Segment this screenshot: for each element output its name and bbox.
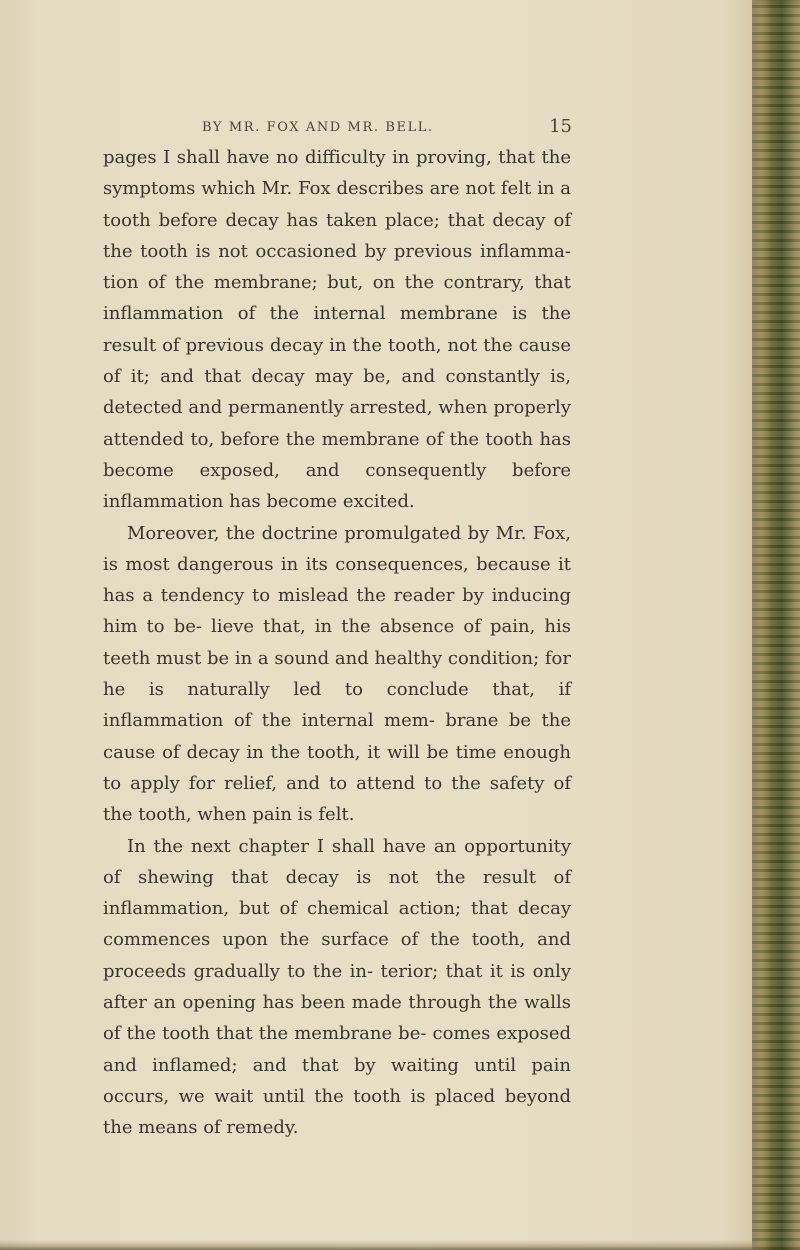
- page-bottom-edge: [0, 1240, 752, 1250]
- page-number: 15: [549, 116, 572, 137]
- paragraph-2: Moreover, the doctrine promulgated by Mr. Fox, is most dangerous in its consequences, because it has a tendency to mislead the reader by inducing him to be- lieve that, in the absence of pain, his teeth must be in a sound and healthy condition; for he is naturally led to conclude that, if inflammation of the internal mem- brane be the cause of decay in the tooth, it will be time enough to apply for relief, and to attend to the safety of the tooth, when pain is felt.: [103, 522, 571, 826]
- book-spine-edge: [752, 0, 800, 1250]
- page-header: [202, 116, 572, 140]
- paragraph-3: In the next chapter I shall have an opportunity of shewing that decay is not the result of inflammation, but of chemical action; that decay commences upon the surface of the tooth, and proceeds gradually to the in- terior; that it is only after an opening has been made through the walls of the tooth that the membrane be- comes exposed and inflamed; and that by waiting until pain occurs, we wait until the tooth is placed beyond the means of remedy.: [103, 835, 571, 1139]
- running-head: BY MR. FOX AND MR. BELL.: [202, 120, 434, 135]
- body-text: [103, 142, 571, 1144]
- paragraph-1: pages I shall have no difficulty in proving, that the symptoms which Mr. Fox describes are not felt in a tooth before decay has taken place; that decay of the tooth is not occasioned by previous inflamma- tion of the membrane; but, on the contrary, that inflammation of the internal membrane is the result of previous decay in the tooth, not the cause of it; and that decay may be, and constantly is, detected and permanently arrested, when properly attended to, before the membrane of the tooth has become exposed, and consequently before inflammation has become excited.: [103, 147, 571, 513]
